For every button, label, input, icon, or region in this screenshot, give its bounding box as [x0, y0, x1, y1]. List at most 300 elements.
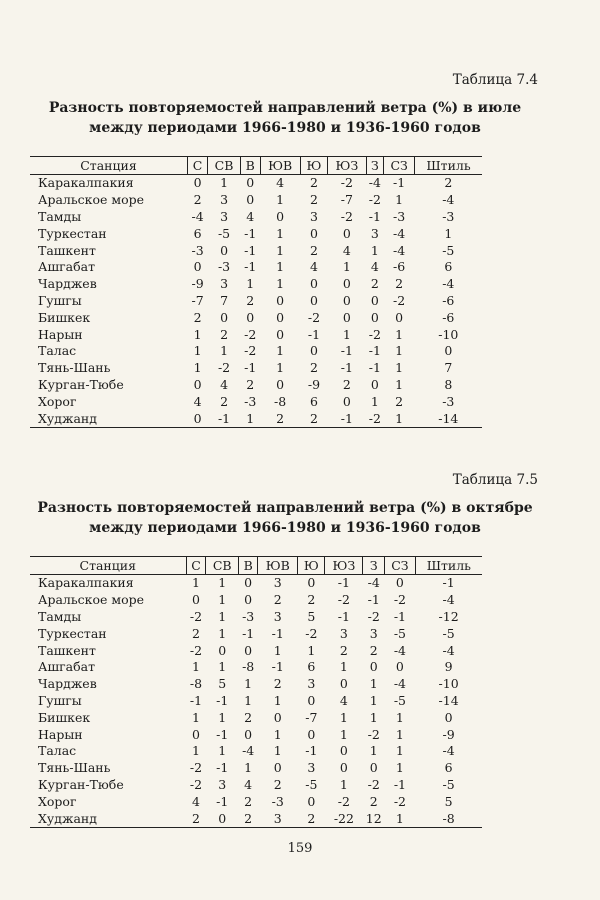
station-name: Нарын: [38, 726, 83, 742]
table-cell: 1: [276, 225, 285, 241]
table-cell: 2: [339, 642, 348, 658]
table-cell: 1: [395, 192, 404, 208]
table-cell: -1: [271, 625, 284, 641]
table-cell: 2: [298, 810, 325, 827]
table-cell: -5: [442, 776, 455, 792]
table-cell: 4: [370, 259, 379, 275]
table-row: [30, 726, 482, 743]
table-cell: 2: [273, 592, 282, 608]
table-cell: 5: [444, 793, 453, 809]
table-cell: 2: [238, 810, 257, 827]
station-name: Талас: [38, 743, 77, 759]
table-row: [30, 259, 482, 276]
table-row: [30, 575, 482, 592]
table-cell: -7: [340, 192, 353, 208]
table-row: [30, 360, 482, 377]
table-cell: 2: [193, 192, 202, 208]
table-cell: 2: [244, 709, 253, 725]
table-row: [30, 343, 482, 360]
table-7-5: [30, 556, 482, 828]
table-cell: 0: [276, 208, 285, 224]
column-header: ЮВ: [260, 157, 300, 175]
table-cell: -1: [216, 760, 229, 776]
table-cell: 2: [395, 393, 404, 409]
table-cell: -1: [368, 343, 381, 359]
table-row: [30, 276, 482, 293]
station-name: Тянь-Шань: [38, 760, 111, 776]
column-header: СЗ: [385, 557, 416, 575]
table-cell: -4: [442, 592, 455, 608]
table-cell: -1: [337, 608, 350, 624]
table-row: [30, 225, 482, 242]
table-cell: -1: [244, 360, 257, 376]
table-cell: 2: [370, 276, 379, 292]
table-cell: 1: [246, 276, 255, 292]
table-cell: -1: [393, 608, 406, 624]
table-cell: 1: [220, 343, 229, 359]
table-cell: 3: [369, 625, 378, 641]
table-cell: 6: [444, 760, 453, 776]
table-cell: 2: [273, 676, 282, 692]
table-row: [30, 326, 482, 343]
table-cell: 2: [246, 376, 255, 392]
table-cell: 1: [218, 743, 227, 759]
table-cell: 3: [273, 608, 282, 624]
table-cell: 3: [220, 276, 229, 292]
table-cell: -1: [244, 259, 257, 275]
station-name: Аральское море: [38, 192, 145, 208]
table-cell: 12: [363, 810, 385, 827]
table-cell: -4: [393, 676, 406, 692]
table-cell: 1: [369, 709, 378, 725]
table-row: [30, 676, 482, 693]
table-cell: 0: [370, 309, 379, 325]
table-cell: 2: [342, 376, 351, 392]
table-cell: 1: [339, 709, 348, 725]
table-cell: 2: [310, 360, 318, 376]
column-header-station: Станция: [30, 557, 186, 575]
table-cell: 1: [342, 259, 351, 275]
table-cell: 2: [193, 309, 202, 325]
table-cell: -9: [307, 376, 321, 392]
table-row: [30, 609, 482, 626]
table-cell: -1: [340, 360, 353, 376]
table-cell: -5: [442, 242, 455, 258]
station-name: Чарджев: [38, 276, 97, 292]
table-cell: 1: [395, 709, 404, 725]
table-cell: 1: [342, 326, 351, 342]
table-cell: 0: [244, 726, 253, 742]
table-cell: -2: [368, 192, 381, 208]
table-cell: -1: [368, 360, 381, 376]
table-cell: 5: [218, 676, 227, 692]
page-number: 159: [287, 841, 313, 856]
table-cell: 1: [218, 709, 227, 725]
table-cell: 0: [444, 709, 453, 725]
station-name: Гушгы: [38, 692, 82, 708]
table-7-5-number: Таблица 7.5: [452, 472, 538, 488]
table-cell: 1: [385, 810, 416, 827]
table-cell: 0: [342, 225, 351, 241]
station-name: Гушгы: [38, 292, 82, 308]
column-header: С: [186, 557, 206, 575]
table-cell: -5: [393, 625, 406, 641]
table-cell: -8: [189, 676, 203, 692]
table-cell: 0: [342, 292, 351, 308]
table-cell: 0: [192, 592, 200, 608]
table-cell: 0: [395, 309, 404, 325]
table-cell: 0: [220, 242, 229, 258]
table-cell: 6: [444, 259, 453, 275]
table-cell: 0: [273, 760, 282, 776]
table-cell: -4: [442, 276, 455, 292]
table-cell: 3: [258, 810, 298, 827]
table-cell: 0: [273, 709, 282, 725]
table-cell: -2: [189, 608, 203, 624]
table-cell: 3: [273, 575, 282, 591]
table-cell: 0: [342, 393, 351, 409]
table-cell: -14: [415, 410, 482, 427]
table-cell: -12: [438, 608, 459, 624]
table-cell: 6: [310, 393, 318, 409]
table-cell: 1: [395, 343, 404, 359]
column-header: З: [366, 157, 384, 175]
table-cell: 0: [220, 309, 229, 325]
table-cell: 0: [370, 376, 379, 392]
station-name: Ашгабат: [38, 659, 95, 675]
table-cell: 1: [444, 225, 453, 241]
table-cell: 4: [192, 793, 200, 809]
table-cell: -4: [393, 642, 406, 658]
table-cell: -2: [366, 410, 384, 427]
table-cell: -2: [393, 793, 406, 809]
table-cell: 0: [276, 309, 285, 325]
table-cell: 0: [244, 575, 253, 591]
table-cell: 1: [276, 192, 285, 208]
table-cell: -4: [368, 175, 381, 191]
table-cell: 0: [339, 743, 348, 759]
station-name: Чарджев: [38, 676, 97, 692]
table-cell: 3: [307, 676, 316, 692]
table-cell: -4: [442, 642, 455, 658]
table-7-5-title-line1: Разность повторяемостей направлений ветра (%) в октябре: [37, 500, 533, 516]
table-cell: 3: [220, 208, 229, 224]
table-cell: -3: [244, 393, 257, 409]
table-row: [30, 192, 482, 209]
station-name: Туркестан: [38, 625, 107, 641]
table-7-5-title: [30, 498, 540, 538]
table-cell: 2: [310, 192, 318, 208]
table-cell: 7: [444, 360, 453, 376]
table-cell: 2: [260, 410, 300, 427]
table-cell: 0: [244, 642, 253, 658]
table-cell: -4: [442, 192, 455, 208]
table-cell: -2: [305, 625, 318, 641]
table-row: [30, 625, 482, 642]
table-cell: 0: [369, 760, 378, 776]
station-name: Худжанд: [30, 410, 188, 427]
table-cell: 2: [310, 175, 318, 191]
table-cell: -4: [191, 208, 204, 224]
table-cell: 2: [369, 793, 378, 809]
table-row: [30, 760, 482, 777]
table-cell: -5: [442, 625, 455, 641]
table-cell: -1: [216, 793, 229, 809]
table-cell: 4: [220, 376, 229, 392]
table-cell: 3: [218, 776, 227, 792]
table-cell: 1: [192, 743, 200, 759]
table-cell: 1: [339, 659, 348, 675]
table-cell: 0: [307, 793, 316, 809]
table-cell: 2: [220, 393, 229, 409]
table-cell: 0: [192, 726, 200, 742]
table-cell: 0: [310, 225, 318, 241]
table-7-4-title-line1: Разность повторяемостей направлений ветра (%) в июле: [48, 100, 522, 116]
table-cell: -4: [393, 225, 406, 241]
table-cell: -2: [367, 726, 380, 742]
table-cell: 0: [444, 343, 453, 359]
column-header: ЮЗ: [325, 557, 363, 575]
table-cell: -4: [242, 743, 255, 759]
table-cell: 1: [384, 410, 415, 427]
table-cell: -6: [442, 292, 455, 308]
table-cell: 1: [339, 776, 348, 792]
column-header: СЗ: [384, 157, 415, 175]
table-cell: 1: [370, 393, 379, 409]
table-cell: 1: [369, 692, 378, 708]
table-cell: 3: [339, 625, 348, 641]
table-cell: -7: [305, 709, 318, 725]
table-cell: 0: [188, 410, 208, 427]
table-cell: 4: [342, 242, 351, 258]
table-cell: -8: [242, 659, 255, 675]
table-cell: -2: [244, 343, 257, 359]
table-cell: -1: [305, 743, 318, 759]
table-header-row: [30, 557, 482, 575]
table-cell: 1: [276, 360, 285, 376]
station-name: Тамды: [38, 608, 82, 624]
table-cell: -2: [189, 776, 203, 792]
table-row: [30, 209, 482, 226]
station-name: Аральское море: [38, 592, 145, 608]
table-cell: -1: [328, 410, 366, 427]
table-cell: -2: [340, 175, 353, 191]
table-cell: 0: [307, 575, 316, 591]
table-cell: 9: [444, 659, 453, 675]
column-header: Ю: [298, 557, 325, 575]
table-cell: 2: [244, 793, 253, 809]
table-cell: 0: [339, 760, 348, 776]
table-cell: 1: [244, 760, 253, 776]
table-cell: 6: [193, 225, 202, 241]
table-cell: -1: [442, 575, 455, 591]
table-cell: -1: [337, 575, 350, 591]
table-cell: 1: [395, 360, 404, 376]
station-name: Туркестан: [38, 225, 107, 241]
table-cell: 1: [339, 726, 348, 742]
table-cell: 1: [240, 410, 260, 427]
table-cell: 1: [192, 659, 200, 675]
table-cell: 0: [193, 376, 202, 392]
table-row: [30, 777, 482, 794]
table-cell: 2: [395, 276, 404, 292]
column-header: С: [188, 157, 208, 175]
table-cell: -2: [307, 309, 321, 325]
table-cell: 1: [276, 242, 285, 258]
table-cell: 1: [395, 726, 404, 742]
table-cell: -5: [393, 692, 406, 708]
table-cell: 1: [244, 692, 253, 708]
table-cell: 1: [395, 743, 404, 759]
table-cell: 8: [444, 376, 453, 392]
table-cell: -14: [438, 692, 459, 708]
table-cell: 0: [342, 309, 351, 325]
table-header-row: [30, 157, 482, 175]
column-header: З: [363, 557, 385, 575]
table-cell: -3: [217, 259, 231, 275]
table-cell: 2: [307, 592, 316, 608]
table-cell: -6: [442, 309, 455, 325]
table-cell: 3: [370, 225, 379, 241]
table-cell: 3: [307, 760, 316, 776]
table-cell: 1: [273, 726, 282, 742]
station-name: Каракалпакия: [38, 175, 134, 191]
table-cell: 1: [395, 376, 404, 392]
table-row: [30, 175, 482, 192]
table-cell: -4: [393, 242, 406, 258]
table-cell: 4: [276, 175, 285, 191]
table-row: [30, 410, 482, 427]
table-cell: 0: [370, 292, 379, 308]
table-row: [30, 242, 482, 259]
table-cell: 1: [276, 343, 285, 359]
table-cell: -1: [367, 592, 380, 608]
station-name: Тамды: [38, 208, 82, 224]
table-cell: -2: [189, 642, 203, 658]
table-cell: 0: [218, 642, 227, 658]
column-header: СВ: [208, 157, 241, 175]
column-header-station: Станция: [30, 157, 188, 175]
table-cell: 1: [369, 676, 378, 692]
table-cell: -3: [191, 242, 204, 258]
station-name: Худжанд: [30, 810, 186, 827]
table-cell: -6: [393, 259, 406, 275]
table-row: [30, 592, 482, 609]
column-header: СВ: [206, 557, 238, 575]
table-cell: 0: [276, 292, 285, 308]
table-cell: 7: [220, 292, 229, 308]
table-cell: -2: [367, 608, 380, 624]
table-cell: -8: [274, 393, 287, 409]
table-cell: -1: [244, 242, 257, 258]
table-cell: 0: [307, 692, 316, 708]
table-cell: -2: [337, 793, 350, 809]
table-cell: 0: [369, 659, 378, 675]
column-header: ЮЗ: [328, 157, 366, 175]
table-cell: 5: [307, 608, 316, 624]
station-name: Хорог: [38, 793, 77, 809]
column-header: В: [238, 557, 257, 575]
table-cell: 1: [395, 760, 404, 776]
table-cell: 2: [273, 776, 282, 792]
table-cell: 2: [444, 175, 453, 191]
table-cell: 1: [192, 575, 200, 591]
station-name: Каракалпакия: [38, 575, 134, 591]
table-row: [30, 377, 482, 394]
table-cell: -8: [415, 810, 482, 827]
table-cell: 1: [218, 625, 227, 641]
table-cell: -1: [216, 726, 229, 742]
table-row: [30, 793, 482, 810]
column-header: ЮВ: [258, 557, 298, 575]
station-name: Тянь-Шань: [38, 360, 111, 376]
table-cell: 1: [220, 175, 229, 191]
table-cell: 2: [300, 410, 328, 427]
station-name: Курган-Тюбе: [38, 376, 124, 392]
station-name: Нарын: [38, 326, 83, 342]
table-7-4-number: Таблица 7.4: [452, 72, 538, 88]
table-cell: -5: [305, 776, 318, 792]
table-cell: -1: [208, 410, 241, 427]
table-cell: -3: [442, 393, 455, 409]
table-cell: 0: [339, 676, 348, 692]
table-cell: -1: [307, 326, 321, 342]
table-row: [30, 309, 482, 326]
table-cell: -5: [217, 225, 231, 241]
station-name: Талас: [38, 343, 77, 359]
table-cell: -2: [368, 326, 381, 342]
table-cell: 0: [395, 575, 404, 591]
table-row: [30, 743, 482, 760]
table-cell: 0: [193, 175, 202, 191]
table-cell: 0: [193, 259, 202, 275]
table-cell: -1: [216, 692, 229, 708]
station-name: Хорог: [38, 393, 77, 409]
table-cell: -22: [325, 810, 363, 827]
table-cell: 0: [206, 810, 238, 827]
table-cell: -1: [393, 175, 406, 191]
table-cell: 0: [342, 276, 351, 292]
station-name: Ташкент: [38, 242, 96, 258]
column-header: В: [240, 157, 260, 175]
table-cell: -2: [189, 760, 203, 776]
table-cell: 0: [276, 376, 285, 392]
table-cell: 1: [307, 642, 316, 658]
table-cell: 0: [310, 276, 318, 292]
table-row: [30, 642, 482, 659]
column-header: Штиль: [415, 557, 482, 575]
table-row: [30, 393, 482, 410]
table-cell: -3: [242, 608, 255, 624]
table-row: [30, 293, 482, 310]
station-name: Курган-Тюбе: [38, 776, 124, 792]
table-cell: -2: [340, 208, 353, 224]
table-cell: -1: [242, 625, 255, 641]
table-cell: 1: [273, 692, 282, 708]
table-cell: -9: [191, 276, 204, 292]
table-cell: 2: [186, 810, 206, 827]
table-cell: -2: [337, 592, 350, 608]
table-cell: 1: [218, 592, 227, 608]
table-cell: 2: [310, 242, 318, 258]
table-cell: 1: [369, 743, 378, 759]
table-cell: 4: [246, 208, 255, 224]
table-cell: -2: [217, 360, 231, 376]
table-row: [30, 709, 482, 726]
table-cell: 1: [218, 659, 227, 675]
table-cell: 1: [193, 343, 202, 359]
table-cell: -1: [368, 208, 381, 224]
